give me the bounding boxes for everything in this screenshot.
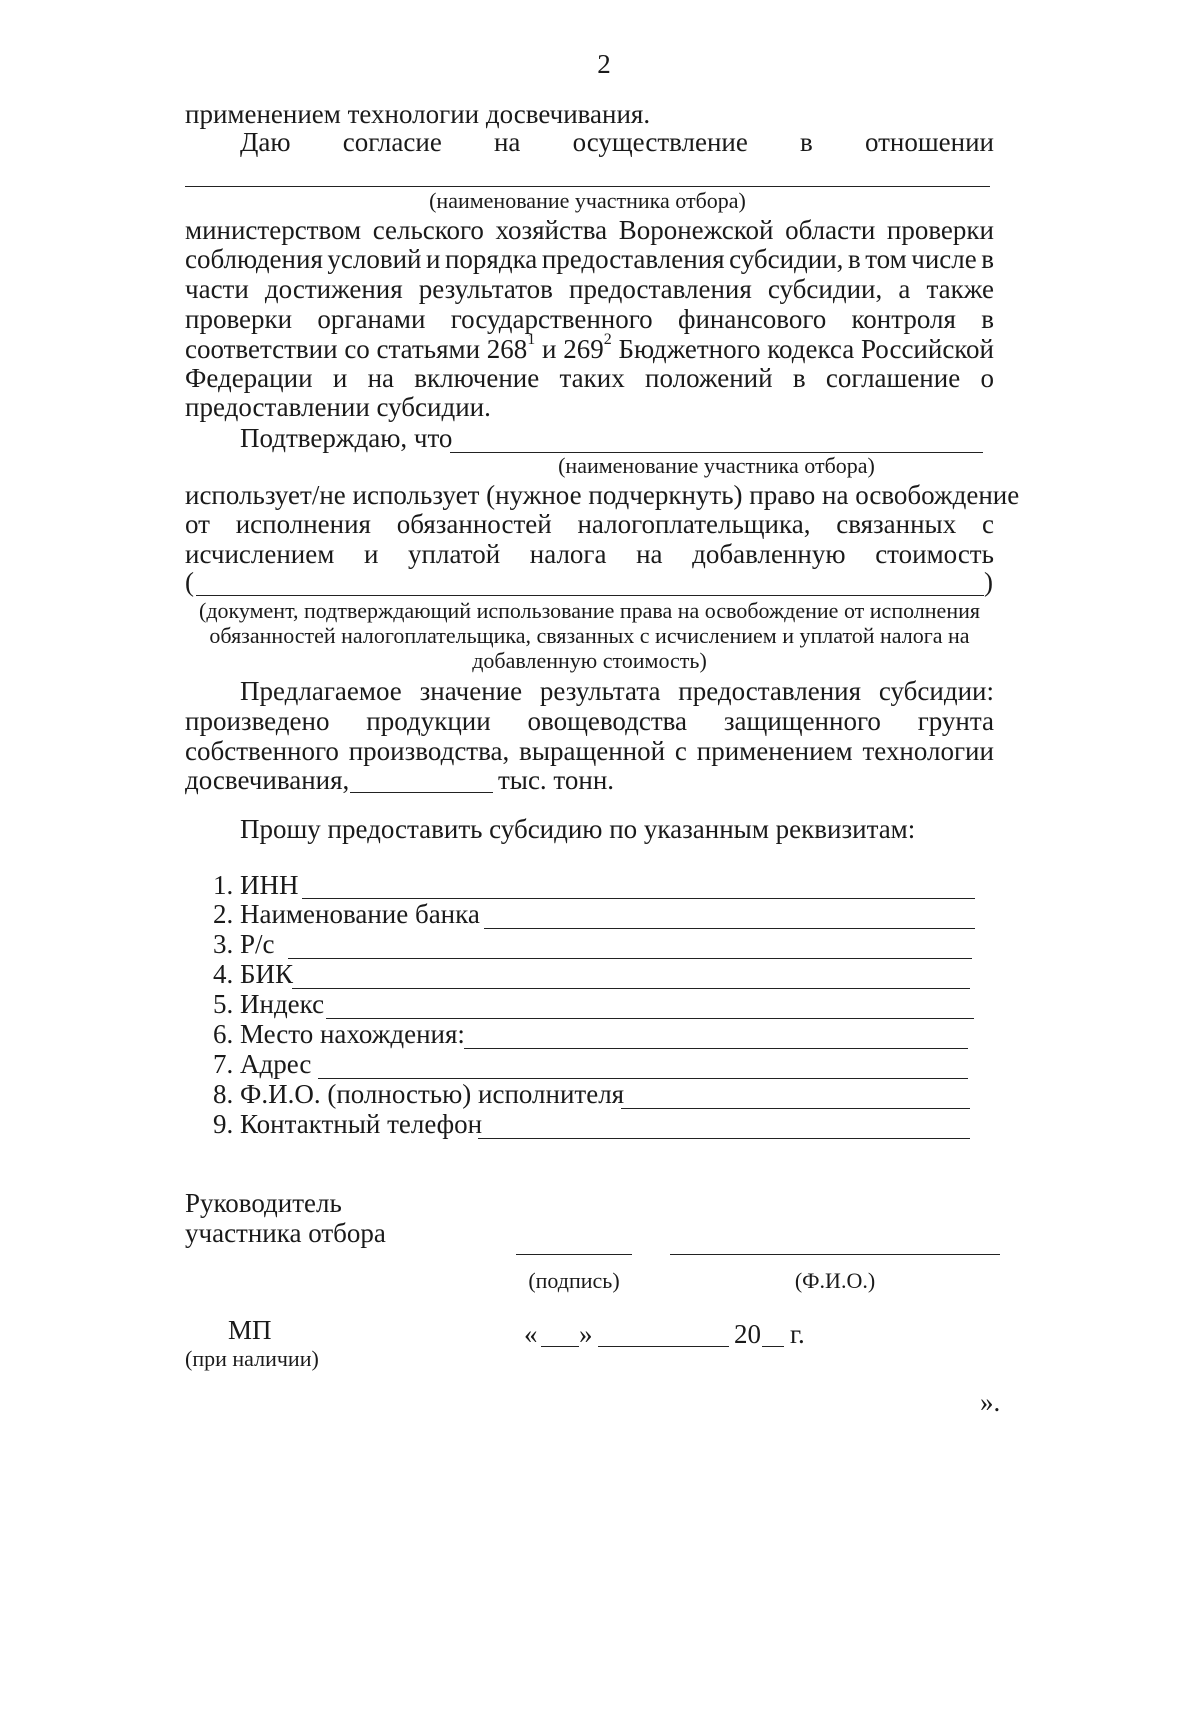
para2-line2: использует/не использует (нужное подчеркнуть) право на освобождение — [185, 480, 1020, 510]
date-open-quote: « — [524, 1319, 538, 1349]
paren-close: ) — [984, 567, 993, 597]
vat-document-field[interactable] — [196, 595, 984, 596]
para2-line4: исчислением и уплатой налога на добавленную стоимость — [185, 539, 994, 569]
para3-line1: Предлагаемое значение результата предоставления субсидии: — [240, 676, 994, 706]
para1-line4: соблюдения условий и порядка предоставления субсидии, в том числе в — [185, 244, 994, 274]
signature-caption: (подпись) — [528, 1268, 620, 1293]
para3-line2: произведено продукции овощеводства защищенного грунта — [185, 706, 994, 736]
para1-line6: проверки органами государственного финансового контроля в — [185, 304, 994, 334]
req-bik-label: 4. БИК — [213, 959, 294, 989]
date-day-field[interactable] — [541, 1346, 579, 1347]
para1-line1: применением технологии досвечивания. — [185, 99, 651, 129]
para1-line8: Федерации и на включение таких положений в соглашение о — [185, 363, 994, 393]
req-bank-field[interactable] — [484, 928, 975, 929]
head-line1: Руководитель — [185, 1188, 342, 1218]
para2-line3: от исполнения обязанностей налогоплательщика, связанных с — [185, 509, 994, 539]
seal-label: МП — [228, 1315, 272, 1345]
para1-line7: соответствии со статьями $268^1$ и $269^2$ Бюджетного кодекса Российской — [185, 331, 995, 364]
para3-line3: собственного производства, выращенной с применением технологии — [185, 736, 994, 766]
date-month-field[interactable] — [598, 1346, 729, 1347]
req-address-label: 7. Адрес — [213, 1049, 312, 1079]
para1-line5: части достижения результатов предоставления субсидии, а также — [185, 274, 994, 304]
para2-line1: Подтверждаю, что — [240, 423, 453, 453]
req-bank-label: 2. Наименование банка — [213, 899, 480, 929]
req-location-field[interactable] — [464, 1048, 968, 1049]
para1-line2: Даю согласие на осуществление в отношении — [240, 127, 994, 157]
date-year-prefix: 20 — [734, 1319, 761, 1349]
vat-document-caption-1: (документ, подтверждающий использование права на освобождение от исполнения — [199, 598, 980, 623]
req-index-label: 5. Индекс — [213, 989, 325, 1019]
head-line2: участника отбора — [185, 1218, 386, 1248]
para1-line3: министерством сельского хозяйства Воронежской области проверки — [185, 215, 994, 245]
closing-quote: ». — [980, 1387, 1001, 1417]
participant-name-field[interactable] — [185, 186, 990, 187]
result-value-field[interactable] — [350, 792, 493, 793]
req-inn-label: 1. ИНН — [213, 870, 299, 900]
vat-document-caption-2: обязанностей налогоплательщика, связанных с исчислением и уплатой налога на — [209, 623, 970, 648]
paren-open: ( — [185, 567, 194, 597]
full-name-field[interactable] — [670, 1254, 1000, 1255]
req-location-label: 6. Место нахождения: — [213, 1019, 465, 1049]
participant-name-caption-2: (наименование участника отбора) — [558, 453, 875, 478]
para3-line4-b: тыс. тонн. — [498, 765, 615, 795]
para1-line9: предоставлении субсидии. — [185, 392, 491, 422]
req-bik-field[interactable] — [292, 988, 970, 989]
request-line: Прошу предоставить субсидию по указанным реквизитам: — [240, 814, 916, 844]
date-year-suffix: г. — [790, 1319, 805, 1349]
date-close-quote: » — [579, 1319, 593, 1349]
req-executor-label: 8. Ф.И.О. (полностью) исполнителя — [213, 1079, 625, 1109]
vat-document-caption-3: добавленную стоимость) — [472, 648, 707, 673]
req-account-label: 3. Р/с — [213, 929, 275, 959]
req-account-field[interactable] — [288, 958, 972, 959]
signature-field[interactable] — [516, 1254, 632, 1255]
participant-name-caption: (наименование участника отбора) — [429, 188, 746, 213]
req-phone-label: 9. Контактный телефон — [213, 1109, 483, 1139]
page-number: 2 — [597, 49, 611, 79]
para3-line4-a: досвечивания, — [185, 765, 350, 795]
req-executor-field[interactable] — [621, 1108, 970, 1109]
full-name-caption: (Ф.И.О.) — [794, 1268, 876, 1293]
date-year-field[interactable] — [762, 1346, 784, 1347]
req-phone-field[interactable] — [478, 1138, 970, 1139]
seal-note: (при наличии) — [185, 1346, 319, 1371]
